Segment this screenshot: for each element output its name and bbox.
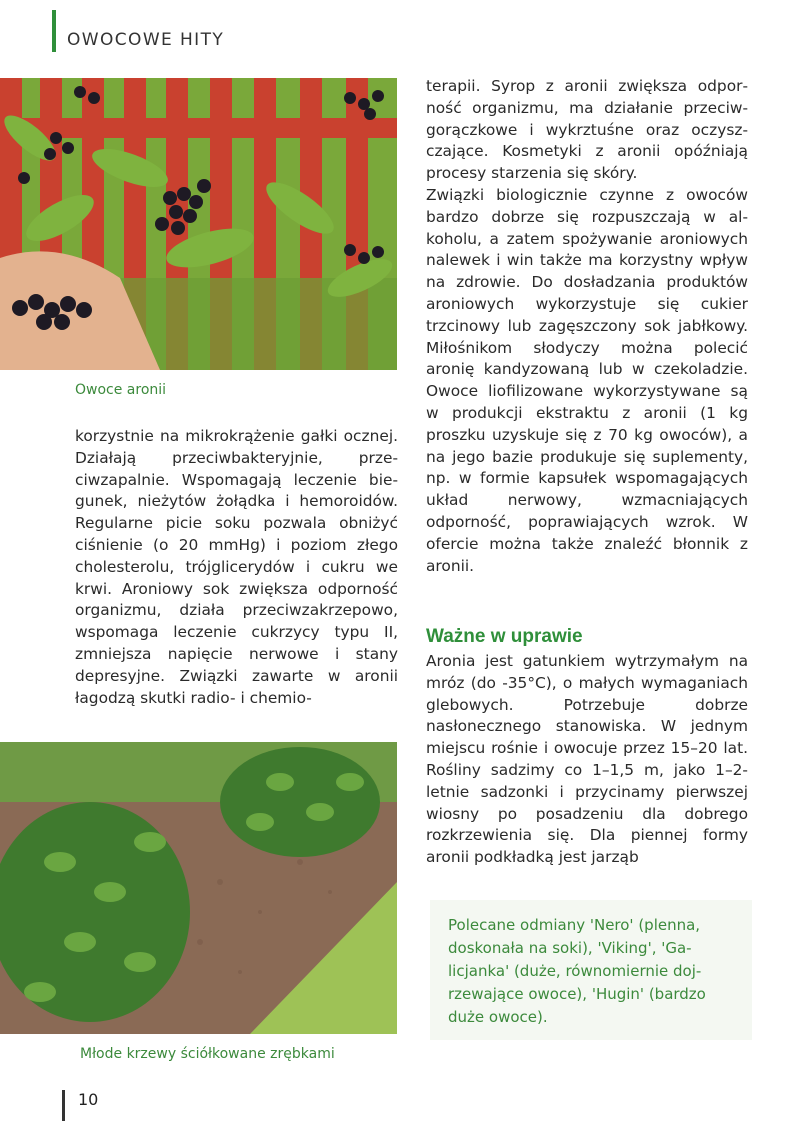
right-paragraph-3: Aronia jest gatunkiem wytrzymałym na mróz (do -35°C), o małych wymaganiach glebowych. Potrzebuje dobrze nasłonecznego stanowiska. W jednym miejscu rośnie i owocuje przez 15–20 lat. Rośliny sadzimy co 1–1,5 m, jako 1–2-letnie sadzonki i przycinamy pierwszej wiosny po posadzeniu dla dobrego rozkrzewienia się. Dla piennej formy aronii podkładką jest jarząb [426,652,748,867]
page-number-bar [62,1090,65,1121]
header-accent-bar [52,10,56,52]
left-paragraph: korzystnie na mikrokrążenie gałki ocznej. Działają przeciwbakteryjnie, przeciwzapalnie. Wspomagają leczenie biegunek, nieżytów żołądka i hemoroidów. Regularne picie soku pozwala obniżyć ciśnienie (o 20 mmHg) i poziom złego cholesterolu, trójglicerydów i cukru we krwi. Aroniowy sok zwiększa odporność organizmu, działa przeciwzakrzepowo, wspomaga leczenie cukrzycy typu II, zmniejsza napięcie nerwowe i stany depresyjne. Związki zawarte w aronii łagodzą skutki radio- i chemio- [75,427,398,707]
recommended-varieties-text: Polecane odmiany 'Nero' (plenna, doskonała na soki), 'Viking', 'Galicjanka' (duże, równomiernie dojrzewające owoce), 'Hugin' (bardzo duże owoce). [448,916,706,1026]
right-column-text [426,76,748,577]
right-paragraph-1: terapii. Syrop z aronii zwiększa odporność organizmu, ma działanie przeciwgorączkowe i wykrztuśne oraz oczyszczające. Kosmetyki z aronii opóźniają procesy starzenia się skóry. [426,77,748,183]
cultivation-text [426,651,748,869]
page-number: 10 [78,1090,99,1109]
photo2-caption: Młode krzewy ściółkowane zrębkami [80,1046,335,1062]
section-heading-cultivation: Ważne w uprawie [426,626,583,647]
photo1-caption: Owoce aronii [75,382,167,398]
young-bushes-photo [0,742,397,1034]
section-header-title: OWOCOWE HITY [67,30,225,50]
left-column-text [75,426,398,709]
right-paragraph-2: Związki biologicznie czynne z owoców bardzo dobrze się rozpuszczają w alkoholu, a zatem spożywanie aroniowych nalewek i win także ma korzystny wpływ na zdrowie. Do dosładzania produktów aroniowych wykorzystuje się cukier trzcinowy lub zagęszczony sok jabłkowy. Miłośnikom słodyczy można polecić aronię kandyzowaną lub w czekoladzie. Owoce liofilizowane wykorzystywane są w produkcji ekstraktu z aronii (1 kg proszku uzyskuje się z 70 kg owoców), a na jego bazie produkuje się suplementy, np. w formie kapsułek wspomagających układ nerwowy, wzmacniających odporność, poprawiających wzrok. W ofercie można także znaleźć błonnik z aronii. [426,185,748,575]
aronia-berries-photo [0,78,397,370]
